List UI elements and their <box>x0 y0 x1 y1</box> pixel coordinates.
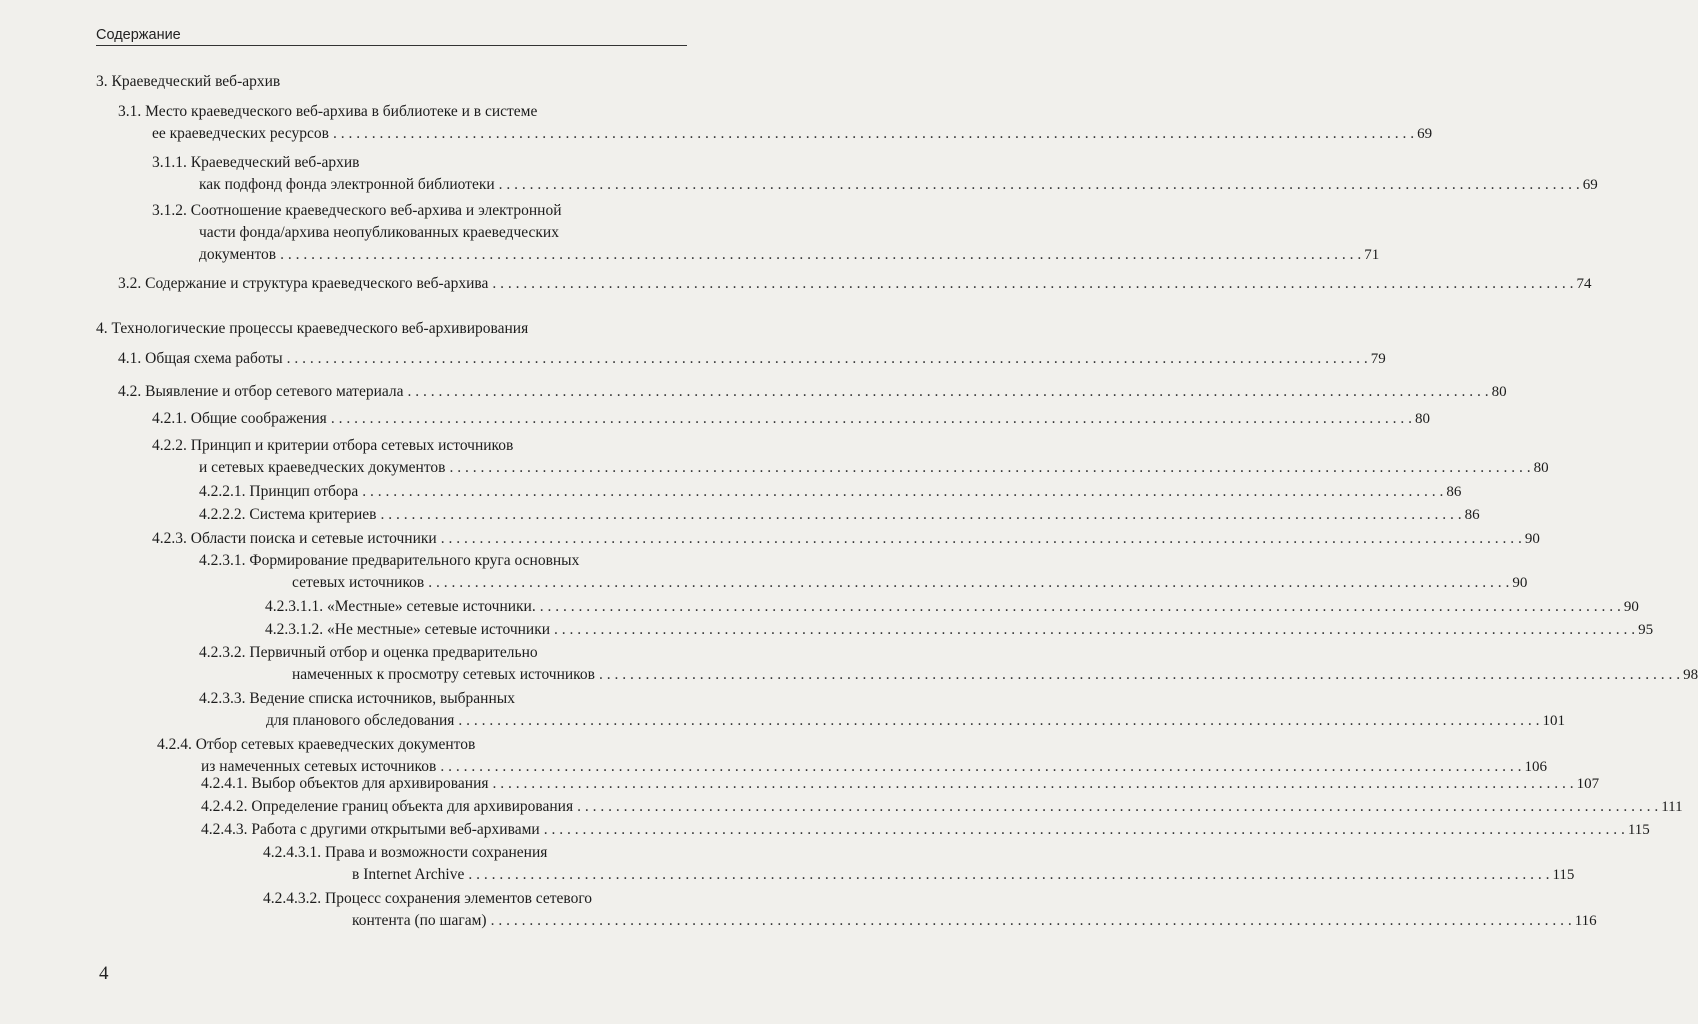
dot-leader <box>493 775 1574 792</box>
toc-page-number: 115 <box>1627 822 1650 838</box>
dot-leader <box>554 621 1635 638</box>
toc-entry-title: 4.2.4. Отбор сетевых краеведческих документов <box>157 736 476 753</box>
toc-page-number: 101 <box>1542 713 1566 729</box>
toc-entry <box>118 348 1386 370</box>
toc-entry <box>152 435 1549 479</box>
dot-leader <box>441 530 1522 547</box>
toc-page-number: 111 <box>1661 799 1683 815</box>
toc-entry <box>199 481 1462 503</box>
dot-leader <box>287 350 1368 367</box>
toc-entry <box>152 200 1380 266</box>
toc-entry <box>265 596 1639 618</box>
toc-entry <box>263 888 1597 932</box>
toc-entry <box>199 504 1480 526</box>
toc-page-number: 79 <box>1370 351 1386 367</box>
dot-leader <box>492 275 1573 292</box>
toc-entry-title: документов <box>199 246 277 263</box>
toc-entry <box>199 688 1566 732</box>
toc-page-number: 80 <box>1491 384 1507 400</box>
toc-entry-title: 4.2.3.1.2. «Не местные» сетевые источники <box>265 621 551 638</box>
toc-entry-title-continued: части фонда/архива неопубликованных краеведческих <box>199 224 559 241</box>
toc-entry <box>152 408 1430 430</box>
dot-leader <box>544 821 1625 838</box>
toc-entry-title: ее краеведческих ресурсов <box>152 125 329 142</box>
toc-entry-title: 4.2.3.3. Ведение списка источников, выбранных <box>199 690 515 707</box>
toc-entry-title: 4.2.2. Принцип и критерии отбора сетевых источников <box>152 437 514 454</box>
toc-page-number: 86 <box>1446 484 1462 500</box>
toc-entry-title: сетевых источников <box>292 574 425 591</box>
toc-entry-title: 4.2.3.1.1. «Местные» сетевые источники. <box>265 598 536 615</box>
toc-page-number: 90 <box>1524 531 1540 547</box>
toc-entry-title: и сетевых краеведческих документов <box>199 459 446 476</box>
toc-page-number: 69 <box>1417 126 1433 142</box>
page-number: 4 <box>99 963 109 984</box>
dot-leader <box>280 246 1361 263</box>
toc-entry <box>263 842 1575 886</box>
toc-entry <box>96 71 690 93</box>
toc-entry <box>201 796 1683 818</box>
toc-entry-title: для планового обследования <box>266 712 455 729</box>
toc-entry-title: намеченных к просмотру сетевых источников <box>292 666 595 683</box>
toc-page-number: 90 <box>1623 599 1639 615</box>
dot-leader <box>458 712 1539 729</box>
dot-leader <box>540 598 1621 615</box>
dot-leader <box>408 383 1489 400</box>
toc-entry <box>199 642 1698 686</box>
dot-leader <box>380 506 1461 523</box>
toc-entry-title: 4.2.1. Общие соображения <box>152 410 327 427</box>
toc-entry-title: 4.2.3.1. Формирование предварительного круга основных <box>199 552 580 569</box>
toc-entry-title: 4.2.4.3.1. Права и возможности сохранения <box>263 844 548 861</box>
toc-entry-title: 4.2.4.3. Работа с другими открытыми веб-архивами <box>201 821 540 838</box>
toc-page-number: 116 <box>1574 913 1597 929</box>
dot-leader <box>449 459 1530 476</box>
toc-page-number: 115 <box>1552 867 1575 883</box>
toc-entry <box>96 318 690 340</box>
dot-leader <box>333 125 1414 142</box>
toc-entry-title: 3.1.2. Соотношение краеведческого веб-архива и электронной <box>152 202 562 219</box>
toc-entry-title: 4.2. Выявление и отбор сетевого материала <box>118 383 404 400</box>
toc-entry-title: 3. Краеведческий веб-архив <box>96 73 281 90</box>
toc-entry <box>118 101 1433 145</box>
toc-entry-title: 4.2.3. Области поиска и сетевые источники <box>152 530 437 547</box>
toc-page-number: 80 <box>1414 411 1430 427</box>
toc-entry-title: 4.2.3.2. Первичный отбор и оценка предварительно <box>199 644 538 661</box>
dot-leader <box>428 574 1509 591</box>
toc-entry-title: 3.1. Место краеведческого веб-архива в библиотеке и в системе <box>118 103 538 120</box>
toc-entry-title: 4.1. Общая схема работы <box>118 350 283 367</box>
dot-leader <box>362 483 1443 500</box>
toc-entry-title: 3.2. Содержание и структура краеведческого веб-архива <box>118 275 489 292</box>
toc-entry <box>201 819 1650 841</box>
toc-entry-title: 4. Технологические процессы краеведческого веб-архивирования <box>96 320 529 337</box>
toc-entry <box>265 619 1654 641</box>
dot-leader <box>331 410 1412 427</box>
toc-page-number: 86 <box>1464 507 1480 523</box>
toc-entry <box>157 734 1547 778</box>
toc-entry <box>201 773 1600 795</box>
toc-entry-title: 4.2.4.2. Определение границ объекта для архивирования <box>201 798 574 815</box>
toc-entry-title: 4.2.4.3.2. Процесс сохранения элементов сетевого <box>263 890 593 907</box>
toc-entry <box>152 528 1540 550</box>
running-head: Содержание <box>96 27 181 43</box>
toc-entry <box>199 550 1528 594</box>
dot-leader <box>577 798 1658 815</box>
toc-page-number: 106 <box>1524 759 1547 775</box>
toc-entry <box>152 152 1598 196</box>
toc-entry-title: 4.2.4.1. Выбор объектов для архивирования <box>201 775 489 792</box>
toc-entry-title: в Internet Archive <box>352 866 465 883</box>
toc-entry <box>118 273 1592 295</box>
dot-leader <box>491 912 1572 929</box>
dot-leader <box>468 866 1549 883</box>
toc-entry-title: контента (по шагам) <box>352 912 487 929</box>
toc-entry <box>118 381 1507 403</box>
toc-entry-title: 4.2.2.1. Принцип отбора <box>199 483 359 500</box>
dot-leader <box>599 666 1680 683</box>
dot-leader <box>499 176 1580 193</box>
toc-page-number: 95 <box>1638 622 1654 638</box>
toc-page-number: 90 <box>1512 575 1528 591</box>
toc-page-number: 80 <box>1533 460 1549 476</box>
toc-entry-title: как подфонд фонда электронной библиотеки <box>199 176 495 193</box>
toc-page-number: 107 <box>1576 776 1600 792</box>
toc-page-number: 74 <box>1576 276 1592 292</box>
toc-page-number: 71 <box>1364 247 1380 263</box>
toc-page-number: 98 <box>1683 667 1698 683</box>
toc-entry-title: из намеченных сетевых источников <box>201 758 437 775</box>
toc-entry-title: 4.2.2.2. Система критериев <box>199 506 377 523</box>
toc-page-number: 69 <box>1582 177 1598 193</box>
toc-entry-title: 3.1.1. Краеведческий веб-архив <box>152 154 360 171</box>
